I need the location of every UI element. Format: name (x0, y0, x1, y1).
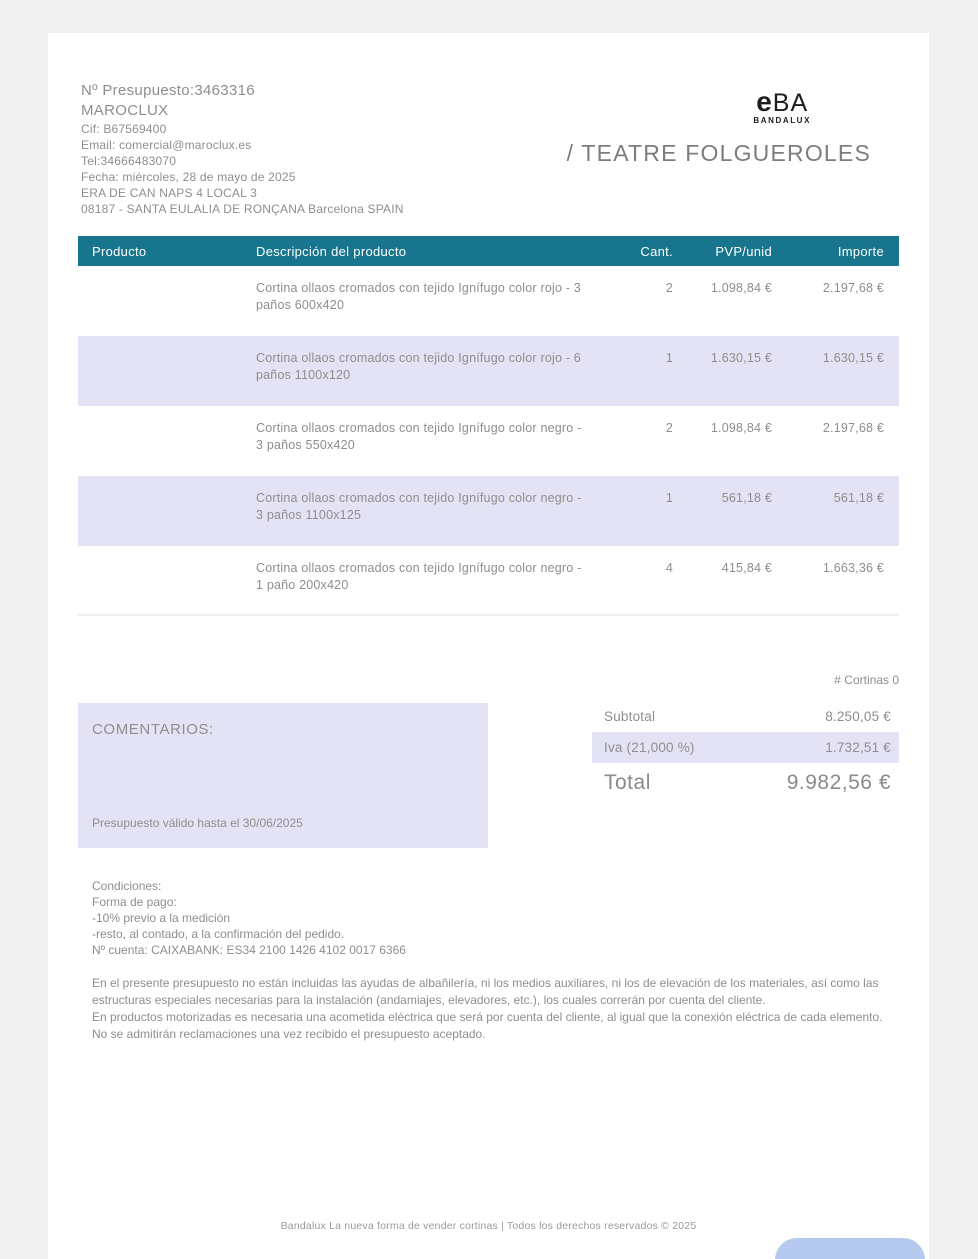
cell-pvp: 1.098,84 € (710, 421, 772, 435)
col-header-descripcion: Descripción del producto (256, 243, 407, 259)
table-row (78, 546, 899, 616)
company-name: MAROCLUX (81, 102, 169, 119)
chat-widget-button[interactable] (775, 1238, 925, 1259)
subtotal-label: Subtotal (604, 709, 656, 724)
table-row (78, 266, 899, 336)
cell-cant: 1 (665, 351, 673, 365)
cell-pvp: 561,18 € (721, 491, 772, 505)
legal-paragraph: No se admitirán reclamaciones una vez recibido el presupuesto aceptado. (92, 1027, 486, 1041)
total-value: 9.982,56 € (786, 771, 891, 794)
quote-document-page (48, 33, 929, 1259)
cell-producto (78, 336, 256, 406)
logo-brand-text: BANDALUX (753, 116, 811, 125)
cell-importe: 1.630,15 € (822, 351, 884, 365)
legal-paragraph: En productos motorizadas es necesaria una acometida eléctrica que será por cuenta del cliente, al igual que la conexión eléctrica de cada elemento. (92, 1010, 883, 1024)
cell-descripcion: Cortina ollaos cromados con tejido Ignífugo color negro - 3 paños 1100x125 (256, 491, 582, 522)
cell-descripcion: Cortina ollaos cromados con tejido Ignífugo color negro - 3 paños 550x420 (256, 421, 582, 452)
cell-importe: 561,18 € (833, 491, 884, 505)
company-address-line2: 08187 - SANTA EULALIA DE RONÇANA Barcelona SPAIN (81, 202, 404, 216)
quote-header-block (81, 81, 404, 217)
cell-importe: 2.197,68 € (822, 421, 884, 435)
cell-importe: 1.663,36 € (822, 561, 884, 575)
cell-pvp: 1.098,84 € (710, 281, 772, 295)
company-cif: Cif: B67569400 (81, 122, 167, 136)
cell-cant: 2 (665, 281, 673, 295)
col-header-importe: Importe (837, 243, 884, 259)
table-row (78, 476, 899, 546)
cell-producto (78, 546, 256, 614)
bandalux-logo (753, 86, 811, 125)
cortinas-count: # Cortinas 0 (834, 673, 899, 687)
conditions-line: Nº cuenta: CAIXABANK: ES34 2100 1426 4102 0017 6366 (92, 943, 406, 957)
subtotal-value: 8.250,05 € (825, 709, 891, 724)
cell-cant: 2 (665, 421, 673, 435)
cell-cant: 1 (665, 491, 673, 505)
company-tel: Tel:34666483070 (81, 154, 177, 168)
quote-number: Nº Presupuesto:3463316 (81, 82, 255, 99)
col-header-cant: Cant. (640, 243, 673, 259)
comments-title: COMENTARIOS: (92, 721, 214, 738)
cell-descripcion: Cortina ollaos cromados con tejido Ignífugo color negro - 1 paño 200x420 (256, 561, 582, 592)
cell-pvp: 1.630,15 € (710, 351, 772, 365)
cell-producto (78, 476, 256, 546)
totals-block (592, 701, 899, 801)
total-row (592, 763, 899, 801)
project-title: / TEATRE FOLGUEROLES (566, 140, 871, 166)
conditions-block (92, 878, 406, 958)
company-address-line1: ERA DE CAN NAPS 4 LOCAL 3 (81, 186, 257, 200)
quote-date: Fecha: miércoles, 28 de mayo de 2025 (81, 170, 296, 184)
comments-box (78, 703, 488, 848)
conditions-line: Forma de pago: (92, 895, 177, 909)
conditions-line: -10% previo a la medición (92, 911, 231, 925)
legal-paragraph: En el presente presupuesto no están incluidas las ayudas de albañilería, ni los medios auxiliares, ni los de elevación de los materiales, así como las estructuras especiales necesarias para la instalación (andamiajes, elevadores, etc.), los cuales correrán por cuenta del cliente. (92, 976, 879, 1007)
logo-e: e (756, 86, 773, 117)
iva-label: Iva (21,000 %) (604, 740, 695, 755)
cell-producto (78, 266, 256, 336)
table-row (78, 406, 899, 476)
table-row (78, 336, 899, 406)
cell-producto (78, 406, 256, 476)
col-header-producto: Producto (92, 243, 147, 259)
company-email: Email: comercial@maroclux.es (81, 138, 252, 152)
conditions-line: Condiciones: (92, 879, 162, 893)
iva-value: 1.732,51 € (825, 740, 891, 755)
table-header-row (78, 236, 899, 266)
cell-pvp: 415,84 € (721, 561, 772, 575)
cell-descripcion: Cortina ollaos cromados con tejido Ignífugo color rojo - 3 paños 600x420 (256, 281, 581, 312)
total-label: Total (604, 771, 651, 794)
logo-ba: BA (772, 89, 809, 117)
col-header-pvp: PVP/unid (715, 243, 772, 259)
cell-cant: 4 (665, 561, 673, 575)
quote-validity: Presupuesto válido hasta el 30/06/2025 (92, 816, 303, 830)
footer-copyright: Bandalux La nueva forma de vender cortinas | Todos los derechos reservados © 2025 (280, 1220, 697, 1232)
iva-row (592, 732, 899, 763)
cell-importe: 2.197,68 € (822, 281, 884, 295)
logo-eba (753, 86, 811, 117)
cell-descripcion: Cortina ollaos cromados con tejido Ignífugo color rojo - 6 paños 1100x120 (256, 351, 581, 382)
conditions-line: -resto, al contado, a la confirmación del pedido. (92, 927, 345, 941)
subtotal-row (592, 701, 899, 732)
legal-block (92, 975, 892, 1043)
products-table (78, 236, 899, 616)
